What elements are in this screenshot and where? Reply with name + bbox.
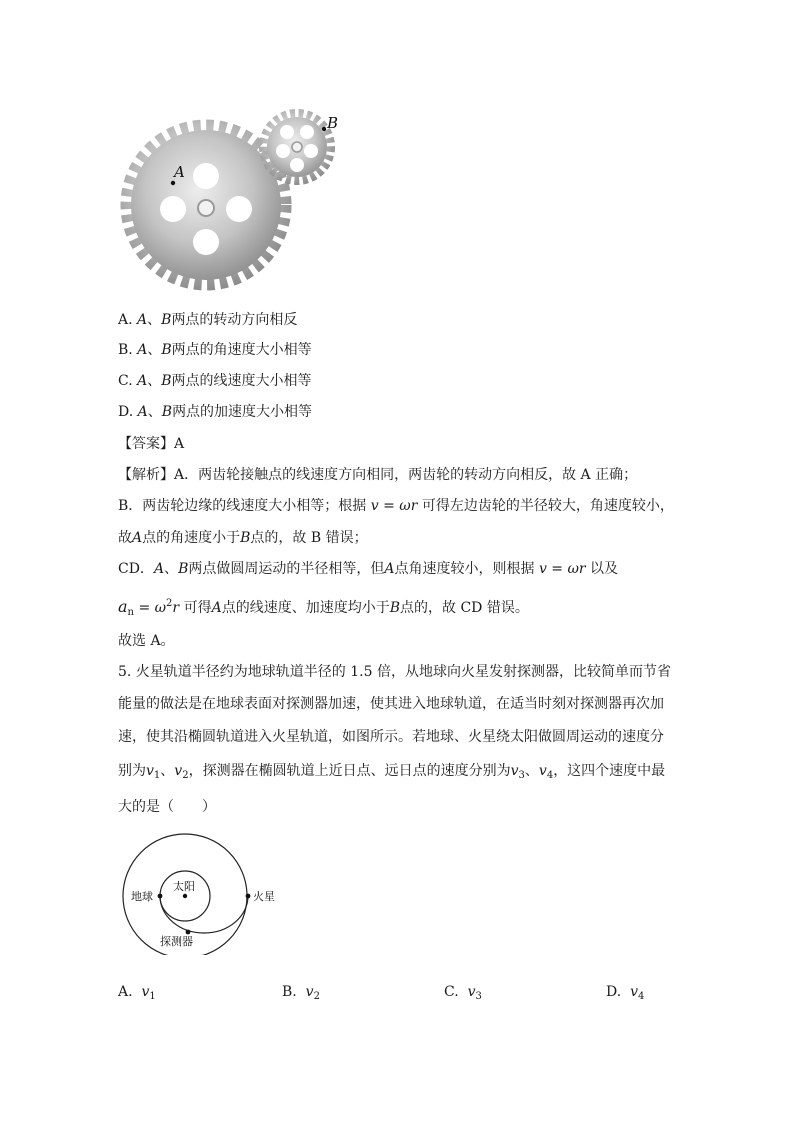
probe-dot [186,930,191,935]
q5-option-b[interactable]: B. $v_2$ [282,984,320,1002]
q4-analysis-line-2: B．两齿轮边缘的线速度大小相等；根据 v = ωr 可得左边齿轮的半径较大，角速度较小， [118,498,674,514]
q4-analysis-line-4: CD．A、B两点做圆周运动的半径相等，但A点角速度较小，则根据 v = ωr 以及 [118,561,619,577]
earth-dot [158,894,163,899]
q5-line-1: 5. 火星轨道半径约为地球轨道半径的 1.5 倍，从地球向火星发射探测器，比较简单而节省 [118,664,671,680]
q4-answer: 【答案】A [118,436,185,452]
large-gear-hole [193,229,219,255]
mars-label: 火星 [253,890,275,903]
large-gear-hole [193,163,219,189]
probe-label: 探测器 [160,935,193,948]
sun-dot [183,894,187,898]
q4-option-b[interactable]: B. A、B两点的角速度大小相等 [118,342,312,358]
q4-option-d[interactable]: D. A、B两点的加速度大小相等 [118,404,313,420]
point-b-label: B [327,114,339,132]
q4-analysis-line-1: 【解析】A．两齿轮接触点的线速度方向相同，两齿轮的转动方向相反，故 A 正确； [118,467,638,483]
small-gear-hole [300,125,314,139]
formula-an: a [118,597,128,616]
point-a-label: A [174,163,185,181]
q4-option-a[interactable]: A. A、B两点的转动方向相反 [118,312,298,328]
sun-label: 太阳 [173,880,195,893]
q5-line-5: 大的是（ ） [118,799,216,815]
q4-analysis-line-3: 故A点的角速度小于B点的，故 B 错误； [118,530,368,546]
small-gear-hole [276,144,290,158]
small-gear [263,113,338,181]
large-gear-hub [198,200,214,216]
small-gear-hole [280,125,294,139]
orbit-figure [115,830,290,955]
formula-v-omega-r: v = ωr [370,498,418,514]
q4-conclusion: 故选 A。 [118,633,175,649]
gears-figure [120,105,360,295]
transfer-orbit [160,896,248,933]
earth-label: 地球 [131,890,153,903]
small-gear-hole [304,144,318,158]
large-gear-hole [226,196,252,222]
q5-line-3: 速，使其沿椭圆轨道进入火星轨道，如图所示。若地球、火星绕太阳做圆周运动的速度分 [118,729,664,745]
small-gear-hole [290,158,304,172]
q5-line-2: 能量的做法是在地球表面对探测器加速，使其进入地球轨道，在适当时刻对探测器再次加 [118,696,664,712]
q5-line-4: 别为$v_1$、$v_2$，探测器在椭圆轨道上近日点、远日点的速度分别为$v_3$、$v_4$，这四个速度中最 [118,763,666,781]
q5-option-c[interactable]: C. $v_3$ [444,984,482,1002]
formula-v-omega-r-2: v = ωr [538,561,586,577]
q4-analysis-line-5: $a_n = \omega^2r$ 可得A点的线速度、加速度均小于B点的，故 CD 错误。 [118,597,529,618]
point-b-dot [322,127,326,131]
point-a-dot [171,181,175,185]
q4-option-c[interactable]: C. A、B两点的线速度大小相等 [118,373,312,389]
q5-option-a[interactable]: A. $v_1$ [118,984,156,1002]
mars-dot [246,894,251,899]
small-gear-hub [292,142,302,152]
large-gear-hole [160,196,186,222]
q5-option-d[interactable]: D. $v_4$ [606,984,645,1002]
